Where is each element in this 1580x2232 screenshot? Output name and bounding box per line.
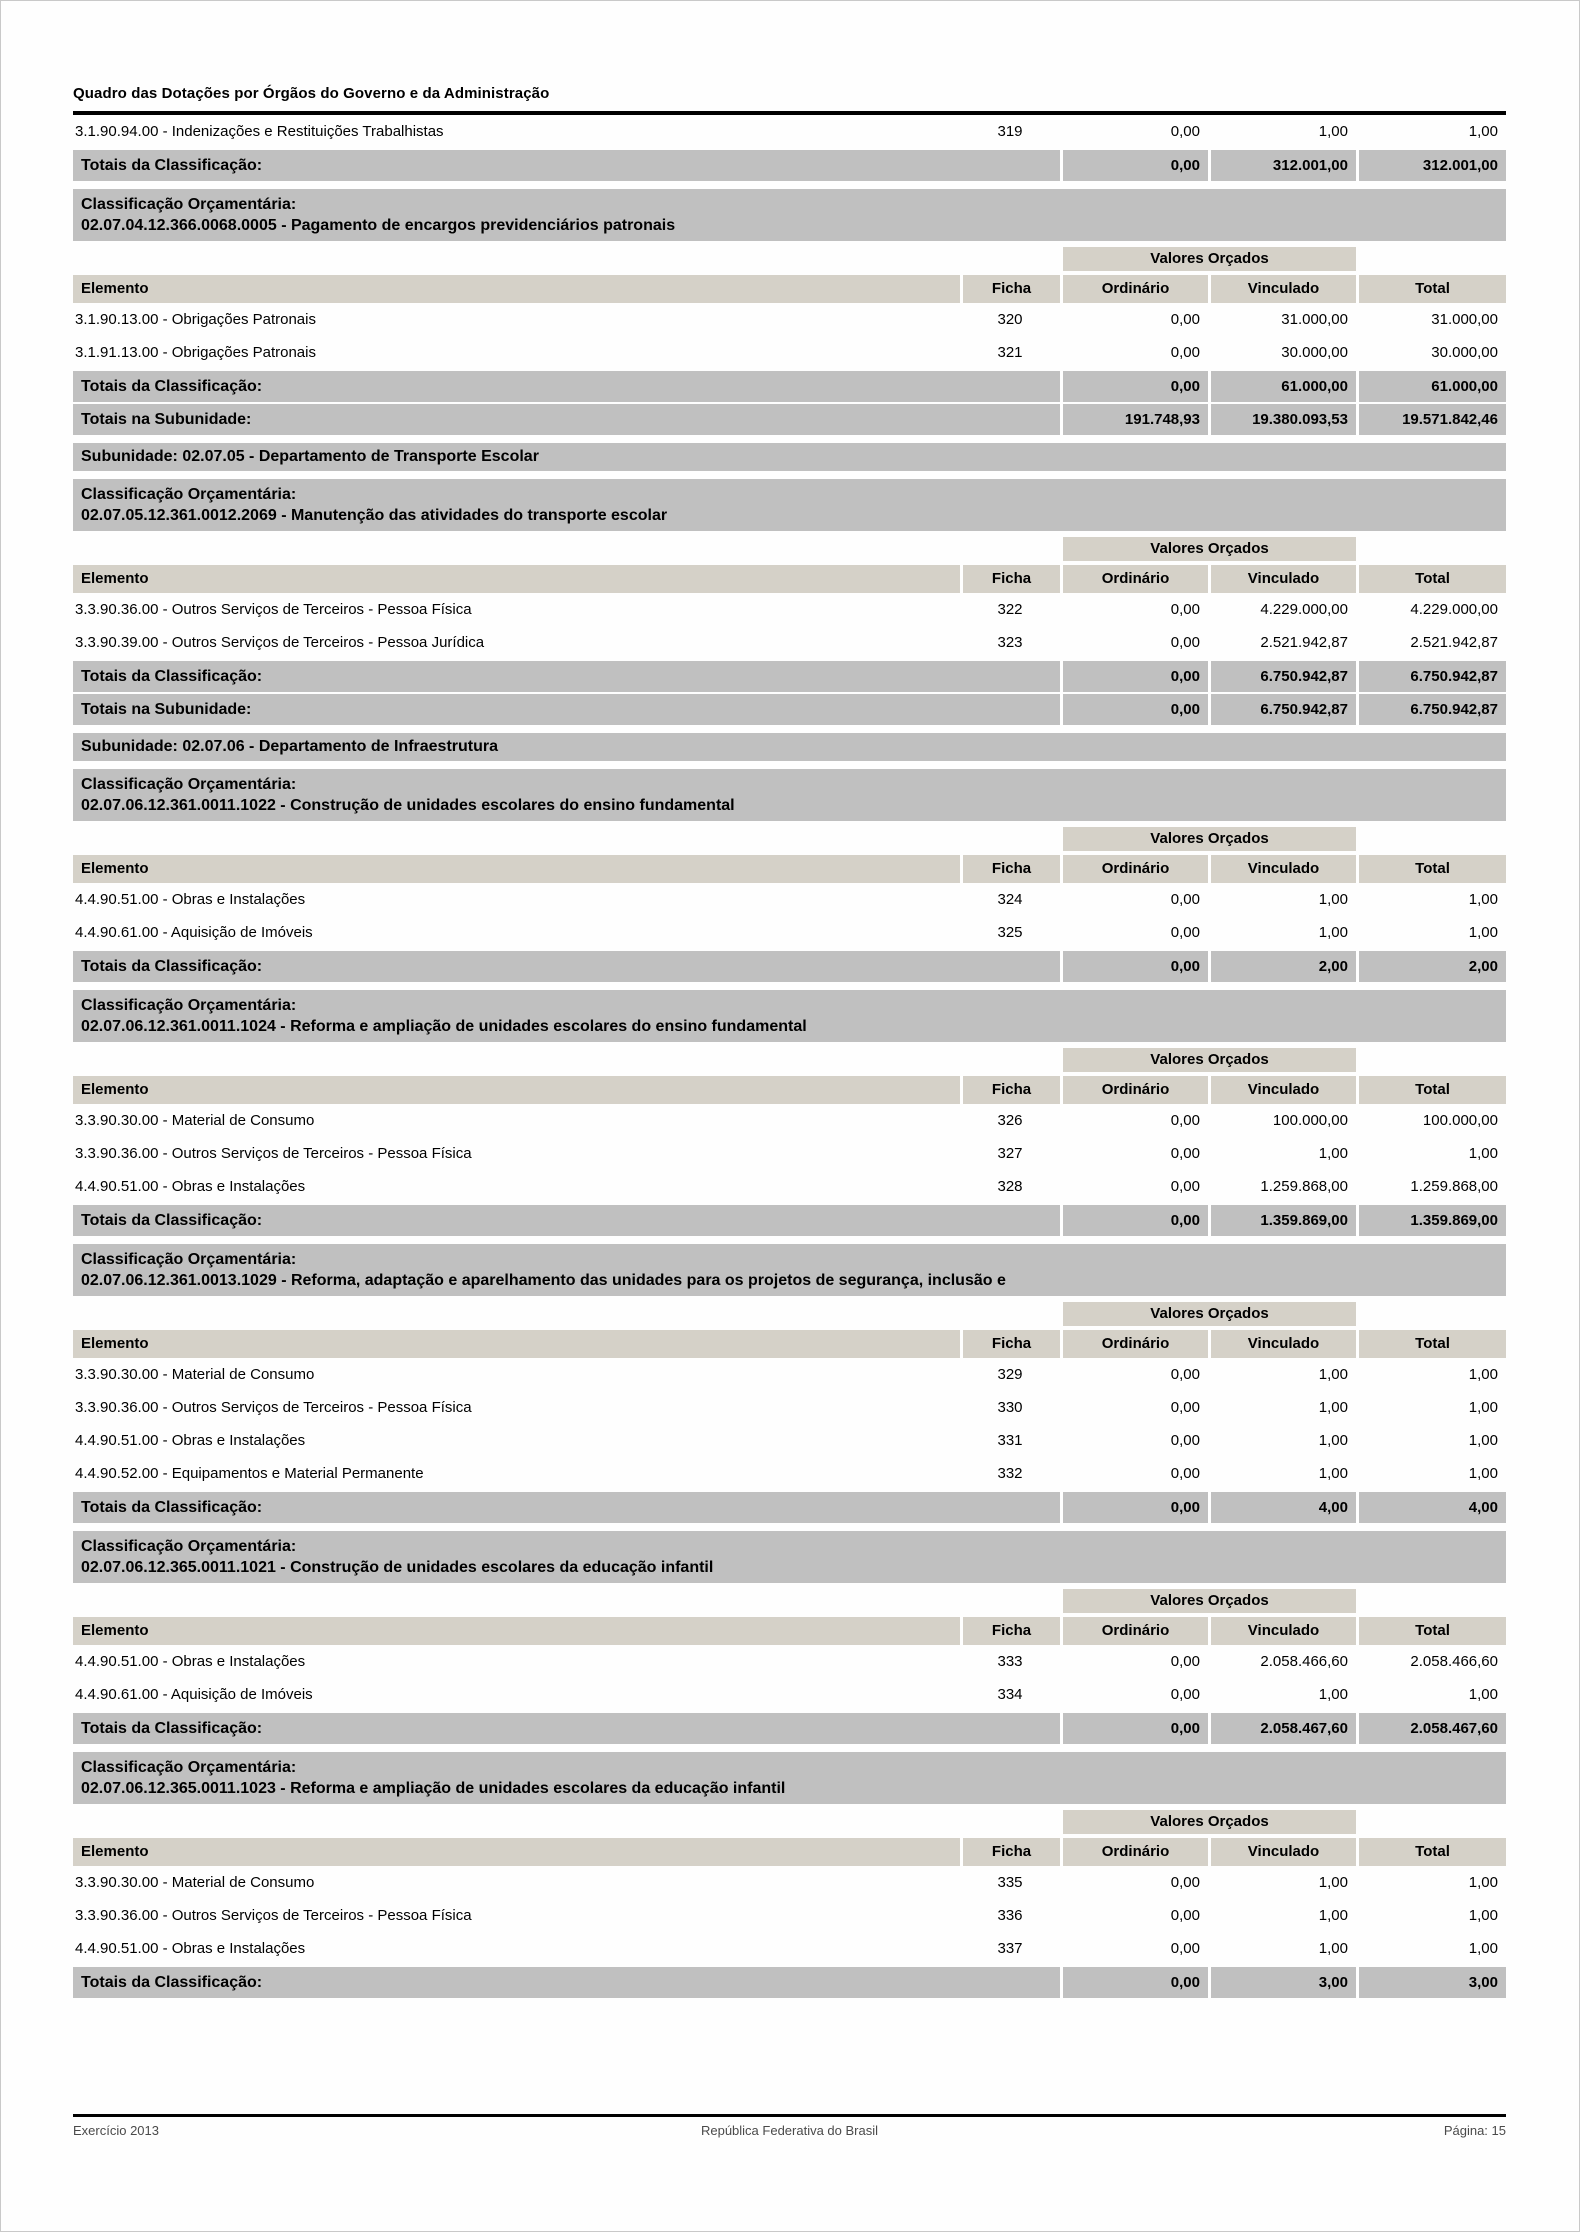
totals-classification-row-label: Totais da Classificação: xyxy=(73,150,1060,181)
column-header-elemento: Elemento xyxy=(73,1617,960,1645)
cell-total: 1,00 xyxy=(1468,1686,1498,1703)
cell-elemento: 4.4.90.61.00 - Aquisição de Imóveis xyxy=(75,924,313,941)
column-header-total: Total xyxy=(1356,1076,1506,1104)
totals-classification-row-total: 61.000,00 xyxy=(1356,371,1506,402)
column-header-vinculado: Vinculado xyxy=(1208,1617,1356,1645)
totals-classification-row-total: 3,00 xyxy=(1356,1967,1506,1998)
totals-classification-row xyxy=(73,1967,1506,1998)
cell-ficha: 335 xyxy=(997,1874,1023,1891)
totals-classification-row-ordinario: 0,00 xyxy=(1060,951,1208,982)
cell-ordinario: 0,00 xyxy=(1170,1399,1200,1416)
valores-orcados-label: Valores Orçados xyxy=(1060,247,1356,271)
cell-total: 100.000,00 xyxy=(1422,1112,1498,1129)
cell-ficha: 337 xyxy=(997,1940,1023,1957)
cell-total: 1,00 xyxy=(1468,1940,1498,1957)
totals-classification-row-ordinario: 0,00 xyxy=(1060,1205,1208,1236)
totals-subunit-row-label: Totais na Subunidade: xyxy=(73,694,1060,725)
cell-vinculado: 1,00 xyxy=(1318,123,1348,140)
totals-subunit-row-vinculado: 19.380.093,53 xyxy=(1208,404,1356,435)
cell-vinculado: 1,00 xyxy=(1318,1145,1348,1162)
totals-classification-row xyxy=(73,951,1506,982)
totals-classification-row-label: Totais da Classificação: xyxy=(73,371,1060,402)
cell-elemento: 3.3.90.36.00 - Outros Serviços de Terceiros - Pessoa Física xyxy=(75,1145,472,1162)
table-row xyxy=(73,1899,1506,1932)
cell-elemento: 3.1.90.13.00 - Obrigações Patronais xyxy=(75,311,316,328)
footer-country: República Federativa do Brasil xyxy=(700,2123,879,2138)
classification-header xyxy=(73,1244,1506,1296)
classification-label: Classificação Orçamentária: xyxy=(81,1759,297,1776)
totals-subunit-row-vinculado: 6.750.942,87 xyxy=(1208,694,1356,725)
column-header-elemento: Elemento xyxy=(73,855,960,883)
totals-classification-row xyxy=(73,150,1506,181)
classification-label: Classificação Orçamentária: xyxy=(81,776,297,793)
table-row xyxy=(73,1645,1506,1678)
table-row xyxy=(73,593,1506,626)
cell-total: 1,00 xyxy=(1468,1874,1498,1891)
table-row xyxy=(73,1391,1506,1424)
table-row xyxy=(73,1424,1506,1457)
cell-ficha: 323 xyxy=(997,634,1023,651)
totals-classification-row-vinculado: 61.000,00 xyxy=(1208,371,1356,402)
cell-ficha: 326 xyxy=(997,1112,1023,1129)
valores-orcados-band-row xyxy=(73,1048,1506,1072)
table-row xyxy=(73,1104,1506,1137)
cell-elemento: 3.3.90.36.00 - Outros Serviços de Terceiros - Pessoa Física xyxy=(75,601,472,618)
cell-elemento: 3.3.90.30.00 - Material de Consumo xyxy=(75,1874,315,1891)
table-row xyxy=(73,1932,1506,1965)
cell-total: 1,00 xyxy=(1468,1366,1498,1383)
cell-elemento: 3.1.91.13.00 - Obrigações Patronais xyxy=(75,344,316,361)
valores-orcados-label: Valores Orçados xyxy=(1060,827,1356,851)
totals-classification-row-total: 4,00 xyxy=(1356,1492,1506,1523)
cell-ficha: 325 xyxy=(997,924,1023,941)
cell-elemento: 4.4.90.51.00 - Obras e Instalações xyxy=(75,1653,306,1670)
footer-exercise: Exercício 2013 xyxy=(73,2123,159,2138)
classification-code: 02.07.06.12.365.0011.1021 - Construção de unidades escolares da educação infantil xyxy=(81,1559,714,1576)
cell-vinculado: 1,00 xyxy=(1318,924,1348,941)
cell-ficha: 331 xyxy=(997,1432,1023,1449)
totals-classification-row-vinculado: 6.750.942,87 xyxy=(1208,661,1356,692)
valores-orcados-band-row xyxy=(73,1810,1506,1834)
totals-classification-row-total: 312.001,00 xyxy=(1356,150,1506,181)
footer-page-number: Página: 15 xyxy=(1443,2123,1506,2138)
cell-elemento: 4.4.90.51.00 - Obras e Instalações xyxy=(75,1432,306,1449)
cell-elemento: 3.1.90.94.00 - Indenizações e Restituições Trabalhistas xyxy=(75,123,444,140)
column-header-vinculado: Vinculado xyxy=(1208,1330,1356,1358)
footer-divider xyxy=(73,2114,1506,2117)
page-title: Quadro das Dotações por Órgãos do Governo e da Administração xyxy=(73,85,550,102)
cell-ficha: 321 xyxy=(997,344,1023,361)
table-row xyxy=(73,1358,1506,1391)
cell-ficha: 330 xyxy=(997,1399,1023,1416)
totals-classification-row-label: Totais da Classificação: xyxy=(73,1713,1060,1744)
totals-classification-row-total: 6.750.942,87 xyxy=(1356,661,1506,692)
cell-total: 1,00 xyxy=(1468,1432,1498,1449)
totals-classification-row xyxy=(73,1713,1506,1744)
cell-total: 2.521.942,87 xyxy=(1410,634,1498,651)
cell-ficha: 320 xyxy=(997,311,1023,328)
column-header-elemento: Elemento xyxy=(73,1076,960,1104)
cell-total: 31.000,00 xyxy=(1431,311,1498,328)
valores-orcados-band-row xyxy=(73,1302,1506,1326)
cell-vinculado: 1,00 xyxy=(1318,1465,1348,1482)
table-row xyxy=(73,1678,1506,1711)
column-header-ordinario: Ordinário xyxy=(1060,855,1208,883)
column-header-ordinario: Ordinário xyxy=(1060,565,1208,593)
totals-classification-row-total: 2,00 xyxy=(1356,951,1506,982)
cell-vinculado: 4.229.000,00 xyxy=(1260,601,1348,618)
column-header-elemento: Elemento xyxy=(73,275,960,303)
cell-ordinario: 0,00 xyxy=(1170,1432,1200,1449)
cell-total: 1,00 xyxy=(1468,1399,1498,1416)
column-header-ficha: Ficha xyxy=(960,1838,1060,1866)
column-header-row xyxy=(73,1617,1506,1645)
cell-total: 1,00 xyxy=(1468,1465,1498,1482)
totals-classification-row-vinculado: 2.058.467,60 xyxy=(1208,1713,1356,1744)
table-row xyxy=(73,883,1506,916)
table-row xyxy=(73,115,1506,148)
cell-ordinario: 0,00 xyxy=(1170,891,1200,908)
cell-vinculado: 31.000,00 xyxy=(1281,311,1348,328)
valores-orcados-band-row xyxy=(73,1589,1506,1613)
column-header-ficha: Ficha xyxy=(960,275,1060,303)
cell-total: 4.229.000,00 xyxy=(1410,601,1498,618)
cell-elemento: 4.4.90.51.00 - Obras e Instalações xyxy=(75,891,306,908)
column-header-row xyxy=(73,1838,1506,1866)
column-header-ficha: Ficha xyxy=(960,1076,1060,1104)
cell-elemento: 3.3.90.36.00 - Outros Serviços de Terceiros - Pessoa Física xyxy=(75,1399,472,1416)
column-header-elemento: Elemento xyxy=(73,1330,960,1358)
cell-total: 1,00 xyxy=(1468,1145,1498,1162)
classification-code: 02.07.06.12.361.0013.1029 - Reforma, adaptação e aparelhamento das unidades para os projetos de segurança, inclusão e xyxy=(81,1272,1006,1289)
totals-classification-row xyxy=(73,1205,1506,1236)
valores-orcados-label: Valores Orçados xyxy=(1060,537,1356,561)
valores-orcados-label: Valores Orçados xyxy=(1060,1302,1356,1326)
column-header-ordinario: Ordinário xyxy=(1060,275,1208,303)
report-body xyxy=(73,115,1506,1998)
column-header-vinculado: Vinculado xyxy=(1208,1076,1356,1104)
cell-elemento: 4.4.90.51.00 - Obras e Instalações xyxy=(75,1940,306,1957)
cell-total: 1,00 xyxy=(1468,891,1498,908)
totals-subunit-row xyxy=(73,694,1506,725)
cell-ordinario: 0,00 xyxy=(1170,1465,1200,1482)
valores-orcados-label: Valores Orçados xyxy=(1060,1810,1356,1834)
totals-classification-row-vinculado: 4,00 xyxy=(1208,1492,1356,1523)
cell-ordinario: 0,00 xyxy=(1170,1907,1200,1924)
classification-header xyxy=(73,1752,1506,1804)
totals-subunit-row-total: 6.750.942,87 xyxy=(1356,694,1506,725)
totals-subunit-row-total: 19.571.842,46 xyxy=(1356,404,1506,435)
cell-ficha: 319 xyxy=(997,123,1023,140)
cell-vinculado: 1.259.868,00 xyxy=(1260,1178,1348,1195)
classification-header xyxy=(73,189,1506,241)
cell-ordinario: 0,00 xyxy=(1170,634,1200,651)
column-header-vinculado: Vinculado xyxy=(1208,565,1356,593)
column-header-vinculado: Vinculado xyxy=(1208,275,1356,303)
valores-orcados-label: Valores Orçados xyxy=(1060,1048,1356,1072)
subunit-header: Subunidade: 02.07.06 - Departamento de Infraestrutura xyxy=(73,733,1506,761)
cell-elemento: 4.4.90.51.00 - Obras e Instalações xyxy=(75,1178,306,1195)
column-header-vinculado: Vinculado xyxy=(1208,855,1356,883)
column-header-total: Total xyxy=(1356,565,1506,593)
totals-classification-row xyxy=(73,371,1506,402)
totals-classification-row-label: Totais da Classificação: xyxy=(73,951,1060,982)
column-header-ordinario: Ordinário xyxy=(1060,1617,1208,1645)
totals-classification-row-vinculado: 3,00 xyxy=(1208,1967,1356,1998)
subunit-header: Subunidade: 02.07.05 - Departamento de Transporte Escolar xyxy=(73,443,1506,471)
valores-orcados-band-row xyxy=(73,827,1506,851)
column-header-ficha: Ficha xyxy=(960,1330,1060,1358)
totals-classification-row xyxy=(73,1492,1506,1523)
cell-vinculado: 1,00 xyxy=(1318,1432,1348,1449)
column-header-total: Total xyxy=(1356,275,1506,303)
cell-total: 1.259.868,00 xyxy=(1410,1178,1498,1195)
cell-vinculado: 1,00 xyxy=(1318,1366,1348,1383)
totals-classification-row-ordinario: 0,00 xyxy=(1060,1713,1208,1744)
totals-classification-row-vinculado: 1.359.869,00 xyxy=(1208,1205,1356,1236)
cell-ordinario: 0,00 xyxy=(1170,1366,1200,1383)
classification-code: 02.07.06.12.361.0011.1022 - Construção de unidades escolares do ensino fundamental xyxy=(81,797,735,814)
cell-total: 1,00 xyxy=(1468,1907,1498,1924)
table-row xyxy=(73,303,1506,336)
totals-classification-row-total: 1.359.869,00 xyxy=(1356,1205,1506,1236)
totals-subunit-row xyxy=(73,404,1506,435)
column-header-total: Total xyxy=(1356,1330,1506,1358)
report-content xyxy=(73,85,1506,2000)
cell-elemento: 3.3.90.36.00 - Outros Serviços de Terceiros - Pessoa Física xyxy=(75,1907,472,1924)
classification-label: Classificação Orçamentária: xyxy=(81,196,297,213)
column-header-vinculado: Vinculado xyxy=(1208,1838,1356,1866)
cell-vinculado: 1,00 xyxy=(1318,891,1348,908)
table-row xyxy=(73,626,1506,659)
totals-classification-row-label: Totais da Classificação: xyxy=(73,1205,1060,1236)
totals-subunit-row-label: Totais na Subunidade: xyxy=(73,404,1060,435)
totals-classification-row-vinculado: 2,00 xyxy=(1208,951,1356,982)
totals-classification-row-ordinario: 0,00 xyxy=(1060,661,1208,692)
table-row xyxy=(73,1170,1506,1203)
classification-header xyxy=(73,769,1506,821)
cell-ficha: 333 xyxy=(997,1653,1023,1670)
column-header-row xyxy=(73,275,1506,303)
cell-ordinario: 0,00 xyxy=(1170,1686,1200,1703)
cell-total: 1,00 xyxy=(1468,924,1498,941)
cell-vinculado: 100.000,00 xyxy=(1272,1112,1348,1129)
cell-ficha: 327 xyxy=(997,1145,1023,1162)
classification-header xyxy=(73,479,1506,531)
column-header-ordinario: Ordinário xyxy=(1060,1076,1208,1104)
column-header-total: Total xyxy=(1356,1617,1506,1645)
cell-ordinario: 0,00 xyxy=(1170,1940,1200,1957)
cell-ficha: 336 xyxy=(997,1907,1023,1924)
column-header-row xyxy=(73,565,1506,593)
totals-classification-row-ordinario: 0,00 xyxy=(1060,371,1208,402)
column-header-elemento: Elemento xyxy=(73,565,960,593)
column-header-row xyxy=(73,1330,1506,1358)
totals-classification-row-label: Totais da Classificação: xyxy=(73,661,1060,692)
valores-orcados-band-row xyxy=(73,247,1506,271)
totals-classification-row-label: Totais da Classificação: xyxy=(73,1967,1060,1998)
cell-total: 1,00 xyxy=(1468,123,1498,140)
table-row xyxy=(73,336,1506,369)
cell-ordinario: 0,00 xyxy=(1170,123,1200,140)
cell-vinculado: 1,00 xyxy=(1318,1907,1348,1924)
cell-ficha: 334 xyxy=(997,1686,1023,1703)
cell-ficha: 329 xyxy=(997,1366,1023,1383)
totals-classification-row-vinculado: 312.001,00 xyxy=(1208,150,1356,181)
totals-classification-row-ordinario: 0,00 xyxy=(1060,1967,1208,1998)
cell-ficha: 332 xyxy=(997,1465,1023,1482)
classification-code: 02.07.04.12.366.0068.0005 - Pagamento de encargos previdenciários patronais xyxy=(81,217,676,234)
classification-code: 02.07.06.12.361.0011.1024 - Reforma e ampliação de unidades escolares do ensino fundamental xyxy=(81,1018,807,1035)
table-row xyxy=(73,1457,1506,1490)
table-row xyxy=(73,916,1506,949)
cell-vinculado: 1,00 xyxy=(1318,1940,1348,1957)
cell-elemento: 4.4.90.61.00 - Aquisição de Imóveis xyxy=(75,1686,313,1703)
column-header-ficha: Ficha xyxy=(960,855,1060,883)
classification-label: Classificação Orçamentária: xyxy=(81,1538,297,1555)
column-header-ordinario: Ordinário xyxy=(1060,1838,1208,1866)
cell-elemento: 3.3.90.30.00 - Material de Consumo xyxy=(75,1112,315,1129)
cell-vinculado: 30.000,00 xyxy=(1281,344,1348,361)
cell-ficha: 328 xyxy=(997,1178,1023,1195)
table-row xyxy=(73,1137,1506,1170)
classification-header xyxy=(73,990,1506,1042)
classification-label: Classificação Orçamentária: xyxy=(81,486,297,503)
cell-ordinario: 0,00 xyxy=(1170,1178,1200,1195)
column-header-ficha: Ficha xyxy=(960,1617,1060,1645)
classification-label: Classificação Orçamentária: xyxy=(81,1251,297,1268)
totals-subunit-row-ordinario: 191.748,93 xyxy=(1060,404,1208,435)
cell-elemento: 3.3.90.30.00 - Material de Consumo xyxy=(75,1366,315,1383)
column-header-row xyxy=(73,1076,1506,1104)
column-header-total: Total xyxy=(1356,1838,1506,1866)
cell-ordinario: 0,00 xyxy=(1170,1145,1200,1162)
cell-vinculado: 1,00 xyxy=(1318,1399,1348,1416)
cell-vinculado: 1,00 xyxy=(1318,1874,1348,1891)
classification-code: 02.07.06.12.365.0011.1023 - Reforma e ampliação de unidades escolares da educação infantil xyxy=(81,1780,786,1797)
cell-ordinario: 0,00 xyxy=(1170,1874,1200,1891)
totals-classification-row xyxy=(73,661,1506,692)
classification-label: Classificação Orçamentária: xyxy=(81,997,297,1014)
cell-ordinario: 0,00 xyxy=(1170,924,1200,941)
column-header-total: Total xyxy=(1356,855,1506,883)
column-header-ordinario: Ordinário xyxy=(1060,1330,1208,1358)
page-footer xyxy=(73,2123,1506,2138)
column-header-row xyxy=(73,855,1506,883)
totals-classification-row-ordinario: 0,00 xyxy=(1060,1492,1208,1523)
cell-vinculado: 1,00 xyxy=(1318,1686,1348,1703)
column-header-ficha: Ficha xyxy=(960,565,1060,593)
valores-orcados-label: Valores Orçados xyxy=(1060,1589,1356,1613)
cell-elemento: 4.4.90.52.00 - Equipamentos e Material Permanente xyxy=(75,1465,424,1482)
cell-elemento: 3.3.90.39.00 - Outros Serviços de Terceiros - Pessoa Jurídica xyxy=(75,634,485,651)
cell-total: 30.000,00 xyxy=(1431,344,1498,361)
cell-vinculado: 2.058.466,60 xyxy=(1260,1653,1348,1670)
cell-total: 2.058.466,60 xyxy=(1410,1653,1498,1670)
cell-ordinario: 0,00 xyxy=(1170,601,1200,618)
classification-code: 02.07.05.12.361.0012.2069 - Manutenção das atividades do transporte escolar xyxy=(81,507,668,524)
cell-ficha: 324 xyxy=(997,891,1023,908)
totals-subunit-row-ordinario: 0,00 xyxy=(1060,694,1208,725)
column-header-elemento: Elemento xyxy=(73,1838,960,1866)
cell-ordinario: 0,00 xyxy=(1170,1112,1200,1129)
totals-classification-row-ordinario: 0,00 xyxy=(1060,150,1208,181)
valores-orcados-band-row xyxy=(73,537,1506,561)
table-row xyxy=(73,1866,1506,1899)
cell-ordinario: 0,00 xyxy=(1170,311,1200,328)
totals-classification-row-label: Totais da Classificação: xyxy=(73,1492,1060,1523)
cell-ordinario: 0,00 xyxy=(1170,344,1200,361)
classification-header xyxy=(73,1531,1506,1583)
cell-ficha: 322 xyxy=(997,601,1023,618)
cell-ordinario: 0,00 xyxy=(1170,1653,1200,1670)
totals-classification-row-total: 2.058.467,60 xyxy=(1356,1713,1506,1744)
cell-vinculado: 2.521.942,87 xyxy=(1260,634,1348,651)
